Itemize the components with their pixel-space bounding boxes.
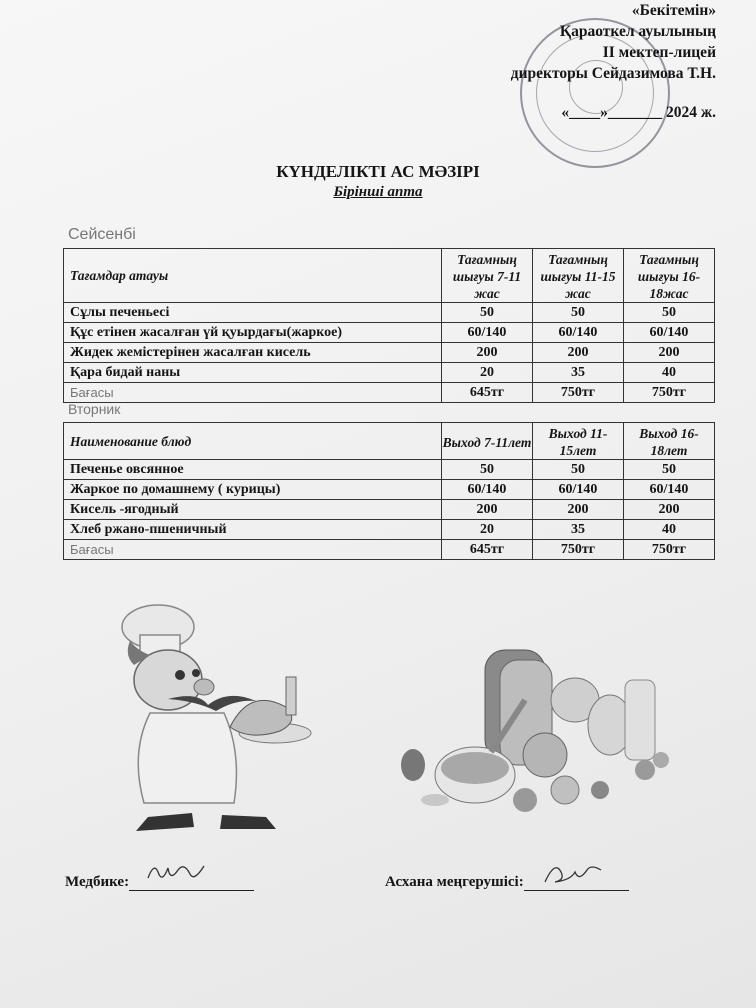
portion-value: 60/140: [442, 323, 533, 343]
portion-value: 60/140: [533, 480, 624, 500]
portion-value: 50: [442, 303, 533, 323]
header-col-2: Тағамның шығуы 11-15 жас: [533, 249, 624, 303]
portion-value: 50: [533, 303, 624, 323]
header-col-1: Тағамның шығуы 7-11 жас: [442, 249, 533, 303]
portion-value: 50: [624, 460, 715, 480]
table-header: [64, 423, 715, 460]
portion-value: 200: [442, 343, 533, 363]
dish-name: Хлеб ржано-пшеничный: [64, 520, 442, 540]
price-value: 750тг: [624, 383, 715, 403]
table-row: [64, 520, 715, 540]
portion-value: 200: [442, 500, 533, 520]
dish-name: Құс етінен жасалған үй қуырдағы(жаркое): [64, 323, 442, 343]
portion-value: 200: [624, 500, 715, 520]
dish-name: Печенье овсянное: [64, 460, 442, 480]
dish-name: Қара бидай наны: [64, 363, 442, 383]
price-value: 645тг: [442, 540, 533, 560]
price-row: [64, 540, 715, 560]
table-row: [64, 343, 715, 363]
approval-block: [511, 0, 716, 123]
price-value: 750тг: [533, 540, 624, 560]
canteen-head-signature-icon: [539, 860, 609, 888]
table-row: [64, 500, 715, 520]
price-value: 750тг: [624, 540, 715, 560]
page-subtitle: Бірінші апта: [333, 184, 423, 200]
portion-value: 200: [533, 500, 624, 520]
portion-value: 50: [624, 303, 715, 323]
dish-name: Кисель -ягодный: [64, 500, 442, 520]
portion-value: 60/140: [442, 480, 533, 500]
table-row: [64, 323, 715, 343]
portion-value: 60/140: [533, 323, 624, 343]
portion-value: 35: [533, 363, 624, 383]
nurse-signature-icon: [144, 860, 214, 888]
dish-name: Жаркое по домашнему ( курицы): [64, 480, 442, 500]
table-row: [64, 303, 715, 323]
chef-illustration-icon: [110, 595, 330, 845]
price-value: 750тг: [533, 383, 624, 403]
menu-table-ru: [63, 422, 715, 560]
canteen-head-signature-line: [385, 872, 629, 891]
table-header: [64, 249, 715, 303]
approval-heading: «Бекітемін»: [631, 2, 716, 19]
nurse-label: Медбике:: [65, 874, 130, 890]
page-title: КҮНДЕЛІКТІ АС МӘЗІРІ: [276, 162, 480, 181]
approval-director: директоры Сейдазимова Т.Н.: [510, 65, 716, 82]
approval-village: Қараоткел ауылының: [559, 23, 716, 40]
portion-value: 20: [442, 363, 533, 383]
nurse-signature-line: [65, 872, 254, 891]
approval-date: «____»_______ 2024 ж.: [561, 104, 716, 121]
day-label-ru: Вторник: [68, 401, 121, 417]
canteen-head-signature-blank: [524, 872, 629, 891]
header-col-1: Выход 7-11лет: [442, 423, 533, 460]
price-label: Бағасы: [64, 540, 442, 560]
portion-value: 50: [533, 460, 624, 480]
portion-value: 40: [624, 520, 715, 540]
menu-table-kz: [63, 248, 715, 403]
nurse-signature-blank: [129, 872, 254, 891]
header-col-2: Выход 11-15лет: [533, 423, 624, 460]
header-col-3: Тағамның шығуы 16-18жас: [624, 249, 715, 303]
dish-name: Жидек жемістерінен жасалған кисель: [64, 343, 442, 363]
price-label: Бағасы: [64, 383, 442, 403]
portion-value: 20: [442, 520, 533, 540]
header-dish-name: Тағамдар атауы: [64, 249, 442, 303]
food-illustration-icon: [395, 640, 695, 840]
canteen-head-label: Асхана меңгерушісі:: [385, 874, 524, 890]
portion-value: 50: [442, 460, 533, 480]
header-col-3: Выход 16-18лет: [624, 423, 715, 460]
day-label-kz: Сейсенбі: [68, 226, 136, 243]
portion-value: 35: [533, 520, 624, 540]
portion-value: 60/140: [624, 480, 715, 500]
header-dish-name: Наименование блюд: [64, 423, 442, 460]
portion-value: 40: [624, 363, 715, 383]
approval-school: ІІ мектеп-лицей: [602, 44, 716, 61]
price-row: [64, 383, 715, 403]
portion-value: 200: [624, 343, 715, 363]
table-row: [64, 460, 715, 480]
dish-name: Сұлы печеньесі: [64, 303, 442, 323]
portion-value: 60/140: [624, 323, 715, 343]
price-value: 645тг: [442, 383, 533, 403]
table-row: [64, 363, 715, 383]
table-row: [64, 480, 715, 500]
portion-value: 200: [533, 343, 624, 363]
